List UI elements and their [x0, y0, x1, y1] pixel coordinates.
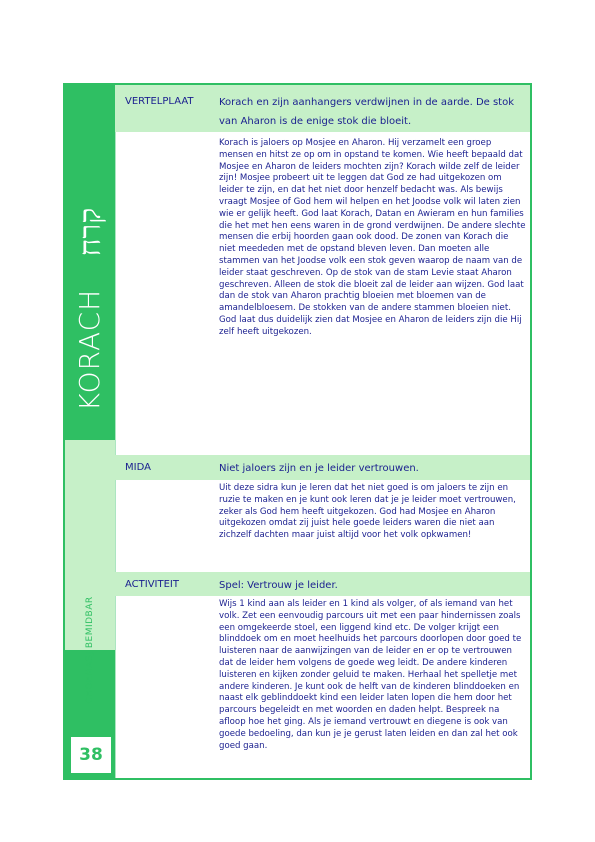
book-subtitle: CHOEMASJ BEMIDBAR	[85, 596, 95, 704]
hebrew-title: קרח	[73, 207, 108, 257]
section-heading-activiteit: Spel: Vertrouw je leider.	[219, 580, 338, 591]
section-label-mida: MIDA	[125, 462, 151, 473]
section-label-vertelplaat: VERTELPLAAT	[125, 96, 194, 107]
column-divider	[115, 85, 116, 778]
parasha-title: KORACH	[73, 288, 106, 412]
section-label-activiteit: ACTIVITEIT	[125, 579, 179, 590]
section-body-vertelplaat: Korach is jaloers op Mosjee en Aharon. Hij verzamelt een groep mensen en hitst ze op om in opstand te komen. Wie heeft bepaald dat Mosjee en Aharon de leiders mochten zijn? Korach wilde zelf de leider zijn! Mosjee probeert uit te leggen dat God ze had uitgekozen om leider te zijn, en dat het niet door henzelf bedacht was. Als bewijs vraagt Mosjee of God hem wil helpen en het Joodse volk wil laten zien wie er gelijk heeft. God laat Korach, Datan en Awieram en hun families die het met hen eens waren in de grond verdwijnen. De andere slechte mensen die erbij hoorden gaan ook dood. De zonen van Korach die niet meededen met de opstand bleven leven. Dan moeten alle stammen van het Joodse volk een stok geven waarop de naam van de leider staat geschreven. Op de stok van de stam Levie staat Aharon geschreven. Alleen de stok die bloeit zal de leider aan wijzen. God laat dan de stok van Aharon prachtig bloeien met bloemen van de amandelbloesem. De stokken van de andere stammen bloeien niet. God laat dus duidelijk zien dat Mosjee en Aharon de leiders zijn die Hij zelf heeft uitgekozen.	[219, 138, 526, 337]
section-body-mida: Uit deze sidra kun je leren dat het niet goed is om jaloers te zijn en ruzie te maken en je kunt ook leren dat je je leider moet vertrouwen, zeker als God hem heeft uitgekozen. God had Mosjee en Aharon uitgekozen omdat zij juist hele goede leiders waren die niet aan zichzelf dachten maar juist altijd voor het volk opkwamen!	[219, 483, 516, 541]
section-heading-mida: Niet jaloers zijn en je leider vertrouwen.	[219, 463, 419, 474]
section-heading-vertelplaat: Korach en zijn aanhangers verdwijnen in de aarde. De stok van Aharon is de enige stok die bloeit.	[219, 97, 515, 127]
page-number: 38	[69, 735, 113, 775]
section-body-activiteit: Wijs 1 kind aan als leider en 1 kind als volger, of als iemand van het volk. Zet een eenvoudig parcours uit met een paar hindernissen zoals een omgekeerde stoel, een liggend kind etc. De volger krijgt een blinddoek om en moet heelhuids het parcours doorlopen door goed te luisteren naar de aanwijzingen van de leider en er op te vertrouwen dat de leider hem volgens de goede weg leidt. De andere kinderen luisteren en kijken zonder geluid te maken. Herhaal het spelletje met andere kinderen. Je kunt ook de helft van de kinderen blinddoeken en naast elk geblinddoekt kind een leider laten lopen die hem door het parcours begeleidt en met woorden en daden helpt. Bespreek na afloop hoe het ging. Als je iemand vertrouwt en diegene is ook van goede bedoeling, dan kun je je gerust laten leiden en dan zal het ook goed gaan.	[219, 599, 522, 751]
